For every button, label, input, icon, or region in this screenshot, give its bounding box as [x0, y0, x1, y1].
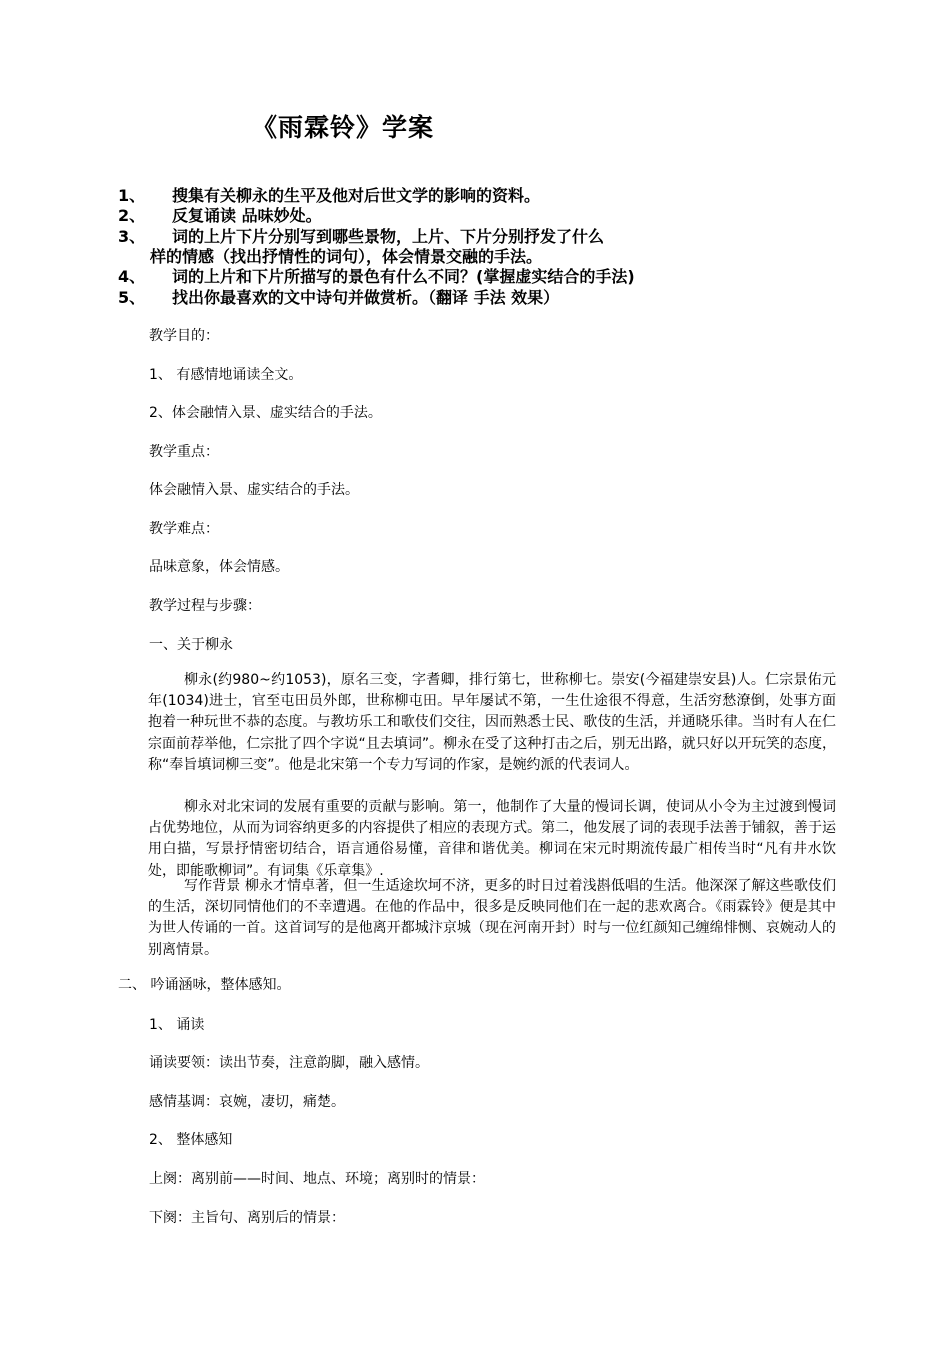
keypoint-heading: 教学重点： — [149, 444, 219, 460]
question-number: 2、 — [118, 206, 146, 225]
question-4 — [118, 267, 635, 287]
objective-item-1: 1、 有感情地诵读全文。 — [149, 367, 303, 383]
emotion-tone: 感情基调：哀婉，凄切，痛楚。 — [149, 1094, 345, 1110]
question-1 — [118, 186, 540, 206]
question-2 — [118, 206, 322, 226]
question-text: 找出你最喜欢的文中诗句并做赏析。（翻译 手法 效果） — [172, 288, 560, 307]
reading-tips: 诵读要领：读出节奏，注意韵脚，融入感情。 — [149, 1055, 429, 1071]
section-1-heading: 一、关于柳永 — [149, 637, 233, 653]
question-3 — [118, 227, 604, 247]
question-3-continuation: 样的情感（找出抒情性的词句），体会情景交融的手法。 — [150, 247, 543, 266]
keypoint-text: 体会融情入景、虚实结合的手法。 — [149, 482, 359, 498]
objectives-heading: 教学目的： — [149, 328, 219, 344]
biography-paragraph: 柳永(约980~约1053)，原名三变，字耆卿，排行第七，世称柳七。崇安(今福建崇安县)人。仁宗景佑元年(1034)进士，官至屯田员外郎，世称柳屯田。早年屡试不第，一生仕途很不得意，生活穷愁潦倒，处事方面抱着一种玩世不恭的态度。与教坊乐工和歌伎们交往，因而熟悉士民、歌伎的生活，并通晓乐律。当时有人在仁宗面前荐举他，仁宗批了四个字说“且去填词”。柳永在受了这种打击之后，别无出路，就只好以开玩笑的态度，称“奉旨填词柳三变”。他是北宋第一个专力写词的作家，是婉约派的代表词人。 — [148, 672, 836, 773]
subsection-reading: 1、 诵读 — [149, 1017, 205, 1033]
background-paragraph: 写作背景 柳永才情卓著，但一生适途坎坷不济，更多的时日过着浅斟低唱的生活。他深深了解这些歌伎们的生活，深切同情他们的不幸遭遇。在他的作品中，很多是反映同他们在一起的悲欢离合。《雨霖铃》便是其中为世人传诵的一首。这首词写的是他离开都城汴京城（现在河南开封）时与一位红颜知己缠绵悱恻、哀婉动人的别离情景。 — [148, 878, 836, 958]
question-number: 1、 — [118, 186, 146, 205]
contribution-paragraph: 柳永对北宋词的发展有重要的贡献与影响。第一，他制作了大量的慢词长调，使词从小令为主过渡到慢词占优势地位，从而为词容纳更多的内容提供了相应的表现方式。第二，他发展了词的表现手法善于铺叙，善于运用白描，写景抒情密切结合，语言通俗易懂，音律和谐优美。柳词在宋元时期流传最广相传当时“凡有井水饮处，即能歌柳词”。有词集《乐章集》. — [148, 799, 836, 879]
question-number: 4、 — [118, 267, 146, 286]
question-5 — [118, 288, 559, 308]
question-text: 词的上片下片分别写到哪些景物，上片、下片分别抒发了什么 — [172, 227, 605, 246]
question-text: 词的上片和下片所描写的景色有什么不同？(掌握虚实结合的手法) — [172, 267, 635, 286]
question-text: 搜集有关柳永的生平及他对后世文学的影响的资料。 — [172, 186, 541, 205]
subsection-overall: 2、 整体感知 — [149, 1132, 233, 1148]
question-text: 反复诵读 品味妙处。 — [172, 206, 322, 225]
upper-stanza: 上阕：离别前——时间、地点、环境；离别时的情景： — [149, 1171, 485, 1187]
objective-item-2: 2、体会融情入景、虚实结合的手法。 — [149, 405, 382, 421]
process-heading: 教学过程与步骤： — [149, 598, 261, 614]
section-2-heading: 二、 吟诵涵咏，整体感知。 — [118, 977, 291, 993]
question-number: 5、 — [118, 288, 146, 307]
question-number: 3、 — [118, 227, 146, 246]
lower-stanza: 下阕：主旨句、离别后的情景： — [149, 1210, 345, 1226]
difficulty-text: 品味意象，体会情感。 — [149, 559, 289, 575]
document-title: 《雨霖铃》学案 — [252, 113, 435, 142]
difficulty-heading: 教学难点： — [149, 521, 219, 537]
